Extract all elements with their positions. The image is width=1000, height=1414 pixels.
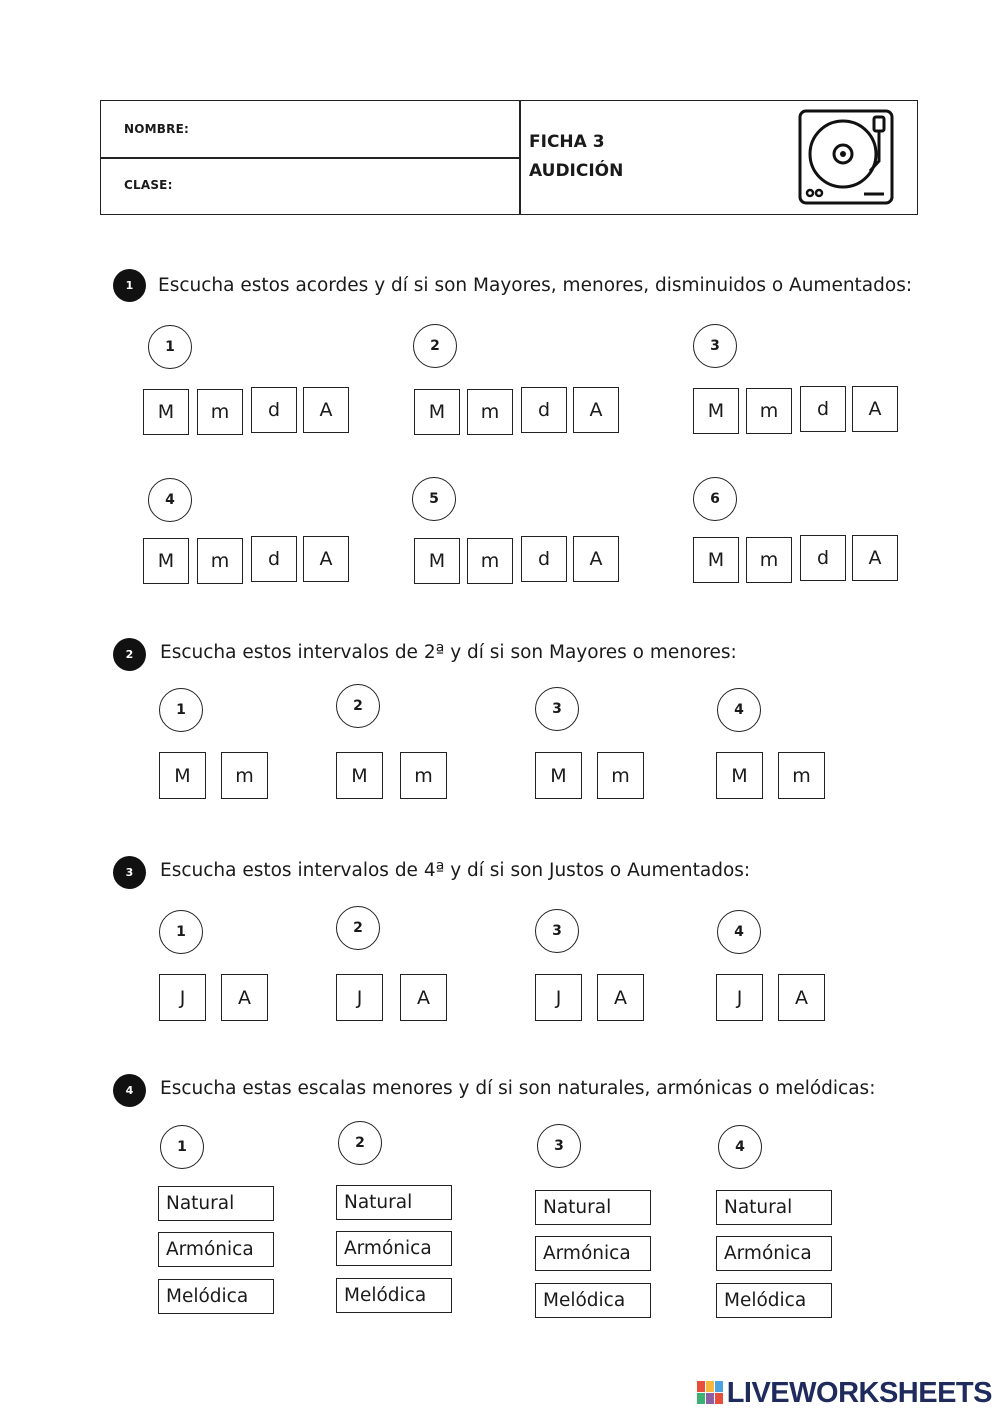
section-number-badge: 1 — [113, 269, 146, 302]
option-augmented[interactable]: A — [573, 536, 619, 582]
liveworksheets-brand — [697, 1378, 992, 1408]
item-number: 6 — [693, 477, 737, 521]
option-augmented[interactable]: A — [778, 974, 825, 1021]
header-divider — [519, 101, 521, 214]
option-minor[interactable]: m — [746, 537, 792, 583]
section-instruction: Escucha estas escalas menores y dí si son naturales, armónicas o melódicas: — [160, 1078, 876, 1099]
option-major[interactable]: M — [693, 388, 739, 434]
option-natural[interactable]: Natural — [535, 1190, 651, 1225]
item-number: 3 — [693, 324, 737, 368]
item-number: 3 — [535, 909, 579, 953]
option-minor[interactable]: m — [467, 389, 513, 435]
class-label: CLASE: — [124, 178, 173, 192]
option-augmented[interactable]: A — [400, 974, 447, 1021]
option-minor[interactable]: m — [400, 752, 447, 799]
section-instruction: Escucha estos acordes y dí si son Mayores, menores, disminuidos o Aumentados: — [158, 275, 913, 296]
section-number-badge: 4 — [113, 1074, 146, 1107]
option-harmonic[interactable]: Armónica — [336, 1231, 452, 1266]
option-natural[interactable]: Natural — [336, 1185, 452, 1220]
option-minor[interactable]: m — [597, 752, 644, 799]
option-major[interactable]: M — [535, 752, 582, 799]
turntable-icon — [798, 109, 894, 205]
section-number-badge: 3 — [113, 856, 146, 889]
option-diminished[interactable]: d — [800, 386, 846, 432]
item-number: 2 — [336, 684, 380, 728]
option-minor[interactable]: m — [778, 752, 825, 799]
option-diminished[interactable]: d — [251, 536, 297, 582]
option-minor[interactable]: m — [197, 389, 243, 435]
item-number: 4 — [148, 478, 192, 522]
item-number: 5 — [412, 477, 456, 521]
option-diminished[interactable]: d — [800, 535, 846, 581]
worksheet-title: FICHA 3 — [529, 132, 605, 152]
option-minor[interactable]: m — [221, 752, 268, 799]
option-melodic[interactable]: Melódica — [336, 1278, 452, 1313]
worksheet-subtitle: AUDICIÓN — [529, 161, 624, 181]
item-number: 1 — [159, 910, 203, 954]
item-number: 2 — [336, 906, 380, 950]
option-major[interactable]: M — [414, 389, 460, 435]
item-number: 3 — [535, 687, 579, 731]
option-minor[interactable]: m — [467, 538, 513, 584]
option-just[interactable]: J — [535, 974, 582, 1021]
option-minor[interactable]: m — [197, 538, 243, 584]
option-major[interactable]: M — [336, 752, 383, 799]
option-melodic[interactable]: Melódica — [716, 1283, 832, 1318]
option-augmented[interactable]: A — [852, 535, 898, 581]
liveworksheets-logo-icon — [697, 1381, 725, 1405]
option-major[interactable]: M — [143, 538, 189, 584]
option-diminished[interactable]: d — [521, 536, 567, 582]
item-number: 4 — [718, 1125, 762, 1169]
option-augmented[interactable]: A — [573, 387, 619, 433]
option-natural[interactable]: Natural — [158, 1186, 274, 1221]
option-melodic[interactable]: Melódica — [158, 1279, 274, 1314]
option-augmented[interactable]: A — [852, 386, 898, 432]
option-augmented[interactable]: A — [597, 974, 644, 1021]
option-augmented[interactable]: A — [303, 536, 349, 582]
option-melodic[interactable]: Melódica — [535, 1283, 651, 1318]
option-augmented[interactable]: A — [221, 974, 268, 1021]
item-number: 1 — [159, 688, 203, 732]
option-just[interactable]: J — [159, 974, 206, 1021]
option-major[interactable]: M — [143, 389, 189, 435]
name-label: NOMBRE: — [124, 122, 189, 136]
option-major[interactable]: M — [693, 537, 739, 583]
item-number: 1 — [148, 325, 192, 369]
header-table — [100, 100, 918, 215]
option-just[interactable]: J — [336, 974, 383, 1021]
option-natural[interactable]: Natural — [716, 1190, 832, 1225]
option-diminished[interactable]: d — [521, 387, 567, 433]
header-divider — [101, 157, 519, 159]
section-instruction: Escucha estos intervalos de 2ª y dí si son Mayores o menores: — [160, 642, 737, 663]
item-number: 1 — [160, 1125, 204, 1169]
option-minor[interactable]: m — [746, 388, 792, 434]
item-number: 2 — [338, 1121, 382, 1165]
item-number: 3 — [537, 1124, 581, 1168]
option-harmonic[interactable]: Armónica — [535, 1236, 651, 1271]
option-major[interactable]: M — [716, 752, 763, 799]
item-number: 4 — [717, 910, 761, 954]
brand-name: LIVEWORKSHEETS — [726, 1376, 992, 1409]
item-number: 2 — [413, 324, 457, 368]
option-diminished[interactable]: d — [251, 387, 297, 433]
option-harmonic[interactable]: Armónica — [716, 1236, 832, 1271]
section-instruction: Escucha estos intervalos de 4ª y dí si son Justos o Aumentados: — [160, 860, 751, 881]
item-number: 4 — [717, 688, 761, 732]
option-harmonic[interactable]: Armónica — [158, 1232, 274, 1267]
option-major[interactable]: M — [159, 752, 206, 799]
option-augmented[interactable]: A — [303, 387, 349, 433]
option-major[interactable]: M — [414, 538, 460, 584]
section-number-badge: 2 — [113, 638, 146, 671]
option-just[interactable]: J — [716, 974, 763, 1021]
